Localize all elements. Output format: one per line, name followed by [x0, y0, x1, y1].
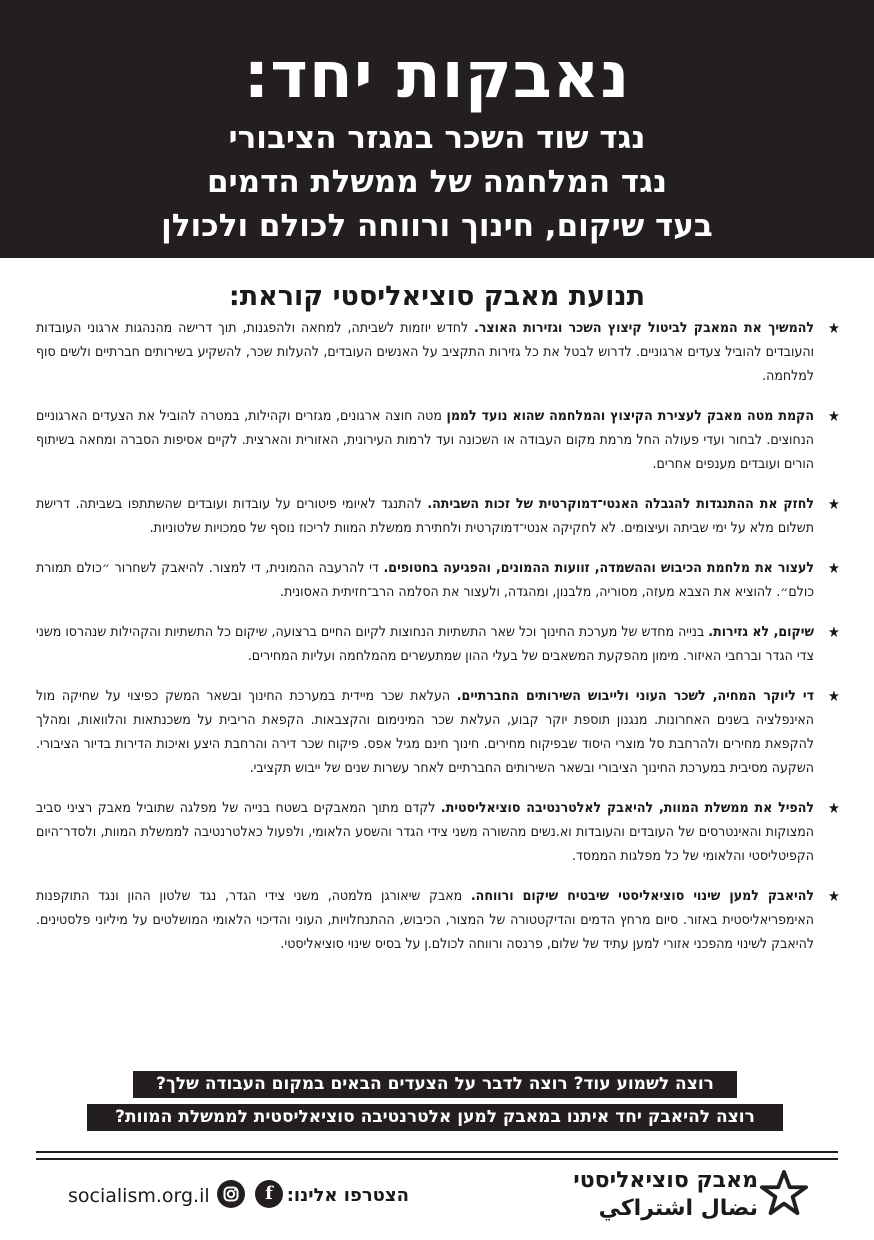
facebook-icon[interactable]: f — [255, 1180, 283, 1208]
demand-heading: להפיל את ממשלת המוות, להיאבק לאלטרנטיבה סוציאליסטית. — [440, 800, 814, 816]
demand-text: לחדש יוזמות לשביתה, למחאה ולהפגנות, תוך דרישה מהנהגות ארגוני העובדות והעובדים להוביל צעדים ארגוניים. לדרוש לבטל את כל גזירות התקציב על האנשים העובדים, להעלות שכר, להשקיע בשירותים חברתיים ולשים סוף למלחמה. — [36, 320, 814, 384]
demand-heading: להמשיך את המאבק לביטול קיצוץ השכר וגזירות האוצר. — [474, 320, 814, 336]
demand-text: די להרעבה ההמונית, די למצור. להיאבק לשחרור ״כולם תמורת כולם״. להוציא את הצבא מעזה, מסוריה, מלבנון, ומהגדה, ולעצור את הסלמה הרב־חזיתית האסונית. — [36, 560, 814, 600]
logo-star-icon — [760, 1169, 808, 1217]
demand-item — [36, 620, 840, 668]
cta-bar-2: רוצה להיאבק יחד איתנו במאבק למען אלטרנטיבה סוציאליסטית לממשלת המוות? — [87, 1104, 783, 1131]
demand-item — [36, 492, 840, 540]
demand-heading: לעצור את מלחמת הכיבוש וההשמדה, זוועות ההמונים, והפגיעה בחטופים. — [383, 560, 814, 576]
subheadline-1: נגד שוד השכר במגזר הציבורי — [228, 120, 646, 156]
star-bullet-icon: ★ — [827, 799, 840, 817]
demand-text: מטה חוצה ארגונים, מגזרים וקהילות, במטרה להוביל את הצעדים הארגוניים הנחוצים. לבחור ועדי פעולה החל מרמת מקום העבודה או השכונה ועד לרמות העירונית, האזורית והארצית. לקיים אסיפות הסברה ומחאה בשיתוף הורים ועובדים מענפים אחרים. — [36, 408, 814, 472]
logo-arabic-text: نضال اشتراكي — [598, 1196, 758, 1221]
footer-divider — [36, 1151, 838, 1153]
demand-text: לקדם מתוך המאבקים בשטח בנייה של מפלגה שתוביל מאבק רציני סביב המצוקות והאינטרסים של העובדים והעובדות וא.נשים מהשורה משני צידי הגדר והשסע הלאומי, ולפעול כאלטרנטיבה לממשלת המוות, ולסדר־היום הקפיטליסטי והלאומי של כל מפלגות הממסד. — [36, 800, 814, 864]
headline: נאבקות יחד: — [243, 39, 631, 113]
website-link[interactable]: socialism.org.il — [68, 1185, 210, 1207]
subheadline-3: בעד שיקום, חינוך ורווחה לכולם ולכולן — [161, 208, 713, 244]
section-title: תנועת מאבק סוציאליסטי קוראת: — [228, 281, 646, 312]
instagram-icon[interactable] — [217, 1180, 245, 1208]
star-bullet-icon: ★ — [827, 687, 840, 705]
demand-text: בנייה מחדש של מערכת החינוך וכל שאר התשתיות הנחוצות לקיום החיים ברצועה, שיקום כל התשתיות והקהילות שנהרסו משני צדי הגדר וברחבי האיזור. מימון מהפקעת המשאבים של בעלי ההון שמתעשרים מהמלחמה ועליות המחירים. — [36, 624, 814, 664]
star-bullet-icon: ★ — [827, 319, 840, 337]
star-bullet-icon: ★ — [827, 407, 840, 425]
demand-heading: די ליוקר המחיה, לשכר העוני ולייבוש השירותים החברתיים. — [456, 688, 814, 704]
demand-item — [36, 556, 840, 604]
header-banner — [0, 0, 874, 258]
demand-heading: לחזק את ההתנגדות להגבלה האנטי־דמוקרטית של זכות השביתה. — [427, 496, 814, 512]
demand-text: העלאת שכר מיידית במערכת החינוך ובשאר המשק כפיצוי על שחיקה מול האינפלציה בשנים האחרונות. מנגנון תוספת יוקר קבוע, העלאת שכר המינימום והקצבאות. הקפאת הריבית על משכנתאות והלוואות, ומהלך להקפאת מחירים ולהרחבת סל מוצרי היסוד שבפיקוח מחירים. חינוך חינם מגיל אפס. פיקוח שכר דירה והרחבת היצע ואיכות הדירות בדיור הציבורי. השקעה מסיבית במערכת החינוך הציבורי ובשאר השירותים החברתיים לאחר עשרות שנים של ייבוש תקציבי. — [36, 688, 814, 776]
footer-divider — [36, 1158, 838, 1160]
demand-heading: שיקום, לא גזירות. — [708, 624, 814, 640]
demand-item — [36, 884, 840, 956]
demand-item — [36, 404, 840, 476]
star-bullet-icon: ★ — [827, 887, 840, 905]
demand-heading: הקמת מטה מאבק לעצירת הקיצוץ והמלחמה שהוא נועד לממן — [446, 408, 814, 424]
star-bullet-icon: ★ — [827, 623, 840, 641]
join-label: הצטרפו אלינו: — [286, 1185, 409, 1206]
demand-item — [36, 684, 840, 780]
movement-logo — [573, 1167, 808, 1227]
star-bullet-icon: ★ — [827, 495, 840, 513]
star-bullet-icon: ★ — [827, 559, 840, 577]
subheadline-2: נגד המלחמה של ממשלת הדמים — [206, 164, 668, 200]
demand-item — [36, 316, 840, 388]
demands-list — [36, 316, 840, 972]
demand-heading: להיאבק למען שינוי סוציאליסטי שיבטיח שיקום ורווחה. — [470, 888, 814, 904]
logo-hebrew-text: מאבק סוציאליסטי — [573, 1168, 758, 1193]
cta-bar-1: רוצה לשמוע עוד? רוצה לדבר על הצעדים הבאים במקום העבודה שלך? — [133, 1071, 737, 1098]
demand-item — [36, 796, 840, 868]
demand-text: להתנגד לאיומי פיטורים על עובדות ועובדים שהשתתפו בשביתה. דרישת תשלום מלא על ימי שביתה ועיצומים. לא לחקיקה אנטי־דמוקרטית ולחתירת ממשלת המוות לריכוז נוסף של סמכויות שלטוניות. — [36, 496, 814, 536]
demand-text: מאבק שיאורגן מלמטה, משני צידי הגדר, נגד שלטון ההון ונגד התוקפנות האימפריאליסטית באזור. סיום מרחץ הדמים והדיקטטורה של המצור, הכיבוש, ההתנחלויות, העוני והדיכוי הלאומי המושלטים על מיליוני פלסטינים. להיאבק לשינוי מהפכני אזורי למען עתיד של שלום, פרנסה ורווחה לכולם.ן על בסיס שינוי סוציאליסטי. — [36, 888, 814, 952]
